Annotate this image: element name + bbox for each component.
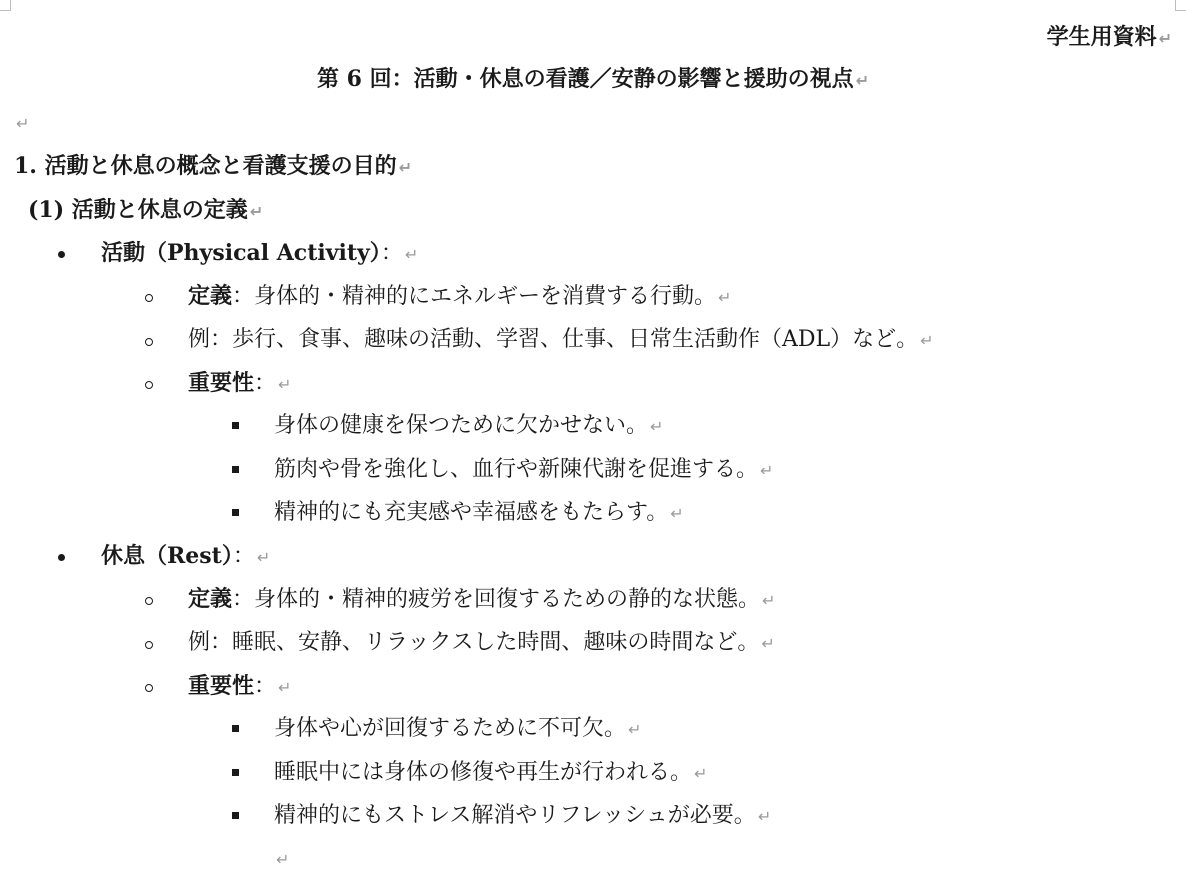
blank-paragraph[interactable] bbox=[14, 108, 29, 139]
bullet-circle-icon bbox=[145, 684, 153, 692]
bullet-disc-icon bbox=[58, 251, 65, 258]
list-item-rest-example[interactable] bbox=[188, 628, 775, 659]
paragraph-mark: ↵ bbox=[1158, 29, 1172, 48]
paragraph-mark: ↵ bbox=[16, 114, 30, 133]
paragraph-mark: ↵ bbox=[628, 720, 642, 739]
activity-definition-text: ：身体的・精神的にエネルギーを消費する行動。 bbox=[232, 284, 717, 309]
paragraph-mark: ↵ bbox=[278, 678, 292, 697]
document-title-text: 第 6 回：活動・休息の看護／安静の影響と援助の視点 bbox=[316, 66, 854, 92]
rest-importance-colon: ： bbox=[254, 674, 277, 699]
header-label-text: 学生用資料 bbox=[1046, 24, 1157, 50]
page-corner-mark-left bbox=[0, 0, 11, 11]
activity-importance-item-text: 精神的にも充実感や幸福感をもたらす。 bbox=[274, 500, 669, 525]
bullet-square-icon bbox=[232, 769, 239, 776]
list-item-rest[interactable] bbox=[101, 541, 270, 573]
activity-importance-term: 重要性 bbox=[188, 370, 255, 396]
list-item-activity[interactable] bbox=[101, 238, 418, 270]
activity-importance-item-text: 身体の健康を保つために欠かせない。 bbox=[274, 413, 649, 438]
header-label[interactable] bbox=[1047, 22, 1172, 54]
bullet-square-icon bbox=[232, 725, 239, 732]
blank-paragraph[interactable] bbox=[274, 844, 289, 875]
rest-definition-text: ：身体的・精神的疲労を回復するための静的な状態。 bbox=[232, 587, 761, 612]
bullet-circle-icon bbox=[145, 381, 153, 389]
subsection-heading-text: (1) 活動と休息の定義 bbox=[28, 197, 248, 223]
subsection-heading[interactable] bbox=[28, 195, 263, 227]
list-item-activity-importance-2[interactable] bbox=[274, 455, 773, 486]
paragraph-mark: ↵ bbox=[670, 504, 684, 523]
paragraph-mark: ↵ bbox=[276, 850, 290, 869]
list-item-activity-importance-1[interactable] bbox=[274, 411, 663, 442]
activity-definition-term: 定義 bbox=[188, 283, 233, 309]
rest-importance-item-text: 精神的にもストレス解消やリフレッシュが必要。 bbox=[274, 803, 756, 828]
bullet-circle-icon bbox=[145, 641, 153, 649]
paragraph-mark: ↵ bbox=[718, 288, 732, 307]
bullet-square-icon bbox=[232, 812, 239, 819]
paragraph-mark: ↵ bbox=[249, 202, 264, 221]
rest-definition-term: 定義 bbox=[188, 586, 233, 612]
list-item-activity-importance-3[interactable] bbox=[274, 498, 684, 529]
rest-colon: ： bbox=[232, 544, 255, 569]
list-item-activity-importance[interactable] bbox=[188, 368, 291, 400]
paragraph-mark: ↵ bbox=[760, 461, 774, 480]
rest-importance-item-text: 睡眠中には身体の修復や再生が行われる。 bbox=[274, 760, 693, 785]
paragraph-mark: ↵ bbox=[761, 634, 775, 653]
paragraph-mark: ↵ bbox=[404, 245, 419, 264]
section-heading[interactable] bbox=[14, 151, 412, 183]
paragraph-mark: ↵ bbox=[278, 375, 292, 394]
activity-colon: ： bbox=[380, 241, 403, 266]
bullet-circle-icon bbox=[145, 338, 153, 346]
paragraph-mark: ↵ bbox=[855, 71, 870, 90]
list-item-activity-definition[interactable] bbox=[188, 281, 731, 313]
section-heading-text: 1. 活動と休息の概念と看護支援の目的 bbox=[14, 153, 397, 179]
rest-importance-term: 重要性 bbox=[188, 673, 255, 699]
paragraph-mark: ↵ bbox=[256, 548, 271, 567]
page-corner-mark-right bbox=[1175, 0, 1186, 11]
paragraph-mark: ↵ bbox=[920, 331, 934, 350]
bullet-square-icon bbox=[232, 422, 239, 429]
rest-label: 休息（Rest） bbox=[101, 543, 233, 569]
bullet-square-icon bbox=[232, 466, 239, 473]
list-item-rest-importance-1[interactable] bbox=[274, 714, 641, 745]
activity-example-text: 例：歩行、食事、趣味の活動、学習、仕事、日常生活動作（ADL）など。 bbox=[188, 327, 919, 352]
activity-importance-item-text: 筋肉や骨を強化し、血行や新陳代謝を促進する。 bbox=[274, 457, 759, 482]
rest-importance-item-text: 身体や心が回復するために不可欠。 bbox=[274, 716, 627, 741]
bullet-disc-icon bbox=[58, 554, 65, 561]
activity-importance-colon: ： bbox=[254, 371, 277, 396]
list-item-rest-importance-2[interactable] bbox=[274, 758, 707, 789]
paragraph-mark: ↵ bbox=[650, 417, 664, 436]
paragraph-mark: ↵ bbox=[757, 807, 772, 826]
bullet-square-icon bbox=[232, 509, 239, 516]
list-item-rest-importance[interactable] bbox=[188, 671, 291, 703]
list-item-activity-example[interactable] bbox=[188, 325, 934, 356]
list-item-rest-definition[interactable] bbox=[188, 584, 775, 616]
bullet-circle-icon bbox=[145, 597, 153, 605]
activity-label: 活動（Physical Activity） bbox=[101, 240, 381, 266]
paragraph-mark: ↵ bbox=[398, 158, 413, 177]
bullet-circle-icon bbox=[145, 294, 153, 302]
list-item-rest-importance-3[interactable] bbox=[274, 801, 771, 832]
rest-example-text: 例：睡眠、安静、リラックスした時間、趣味の時間など。 bbox=[188, 630, 760, 655]
paragraph-mark: ↵ bbox=[694, 764, 708, 783]
document-title[interactable] bbox=[0, 64, 1186, 96]
paragraph-mark: ↵ bbox=[762, 591, 776, 610]
